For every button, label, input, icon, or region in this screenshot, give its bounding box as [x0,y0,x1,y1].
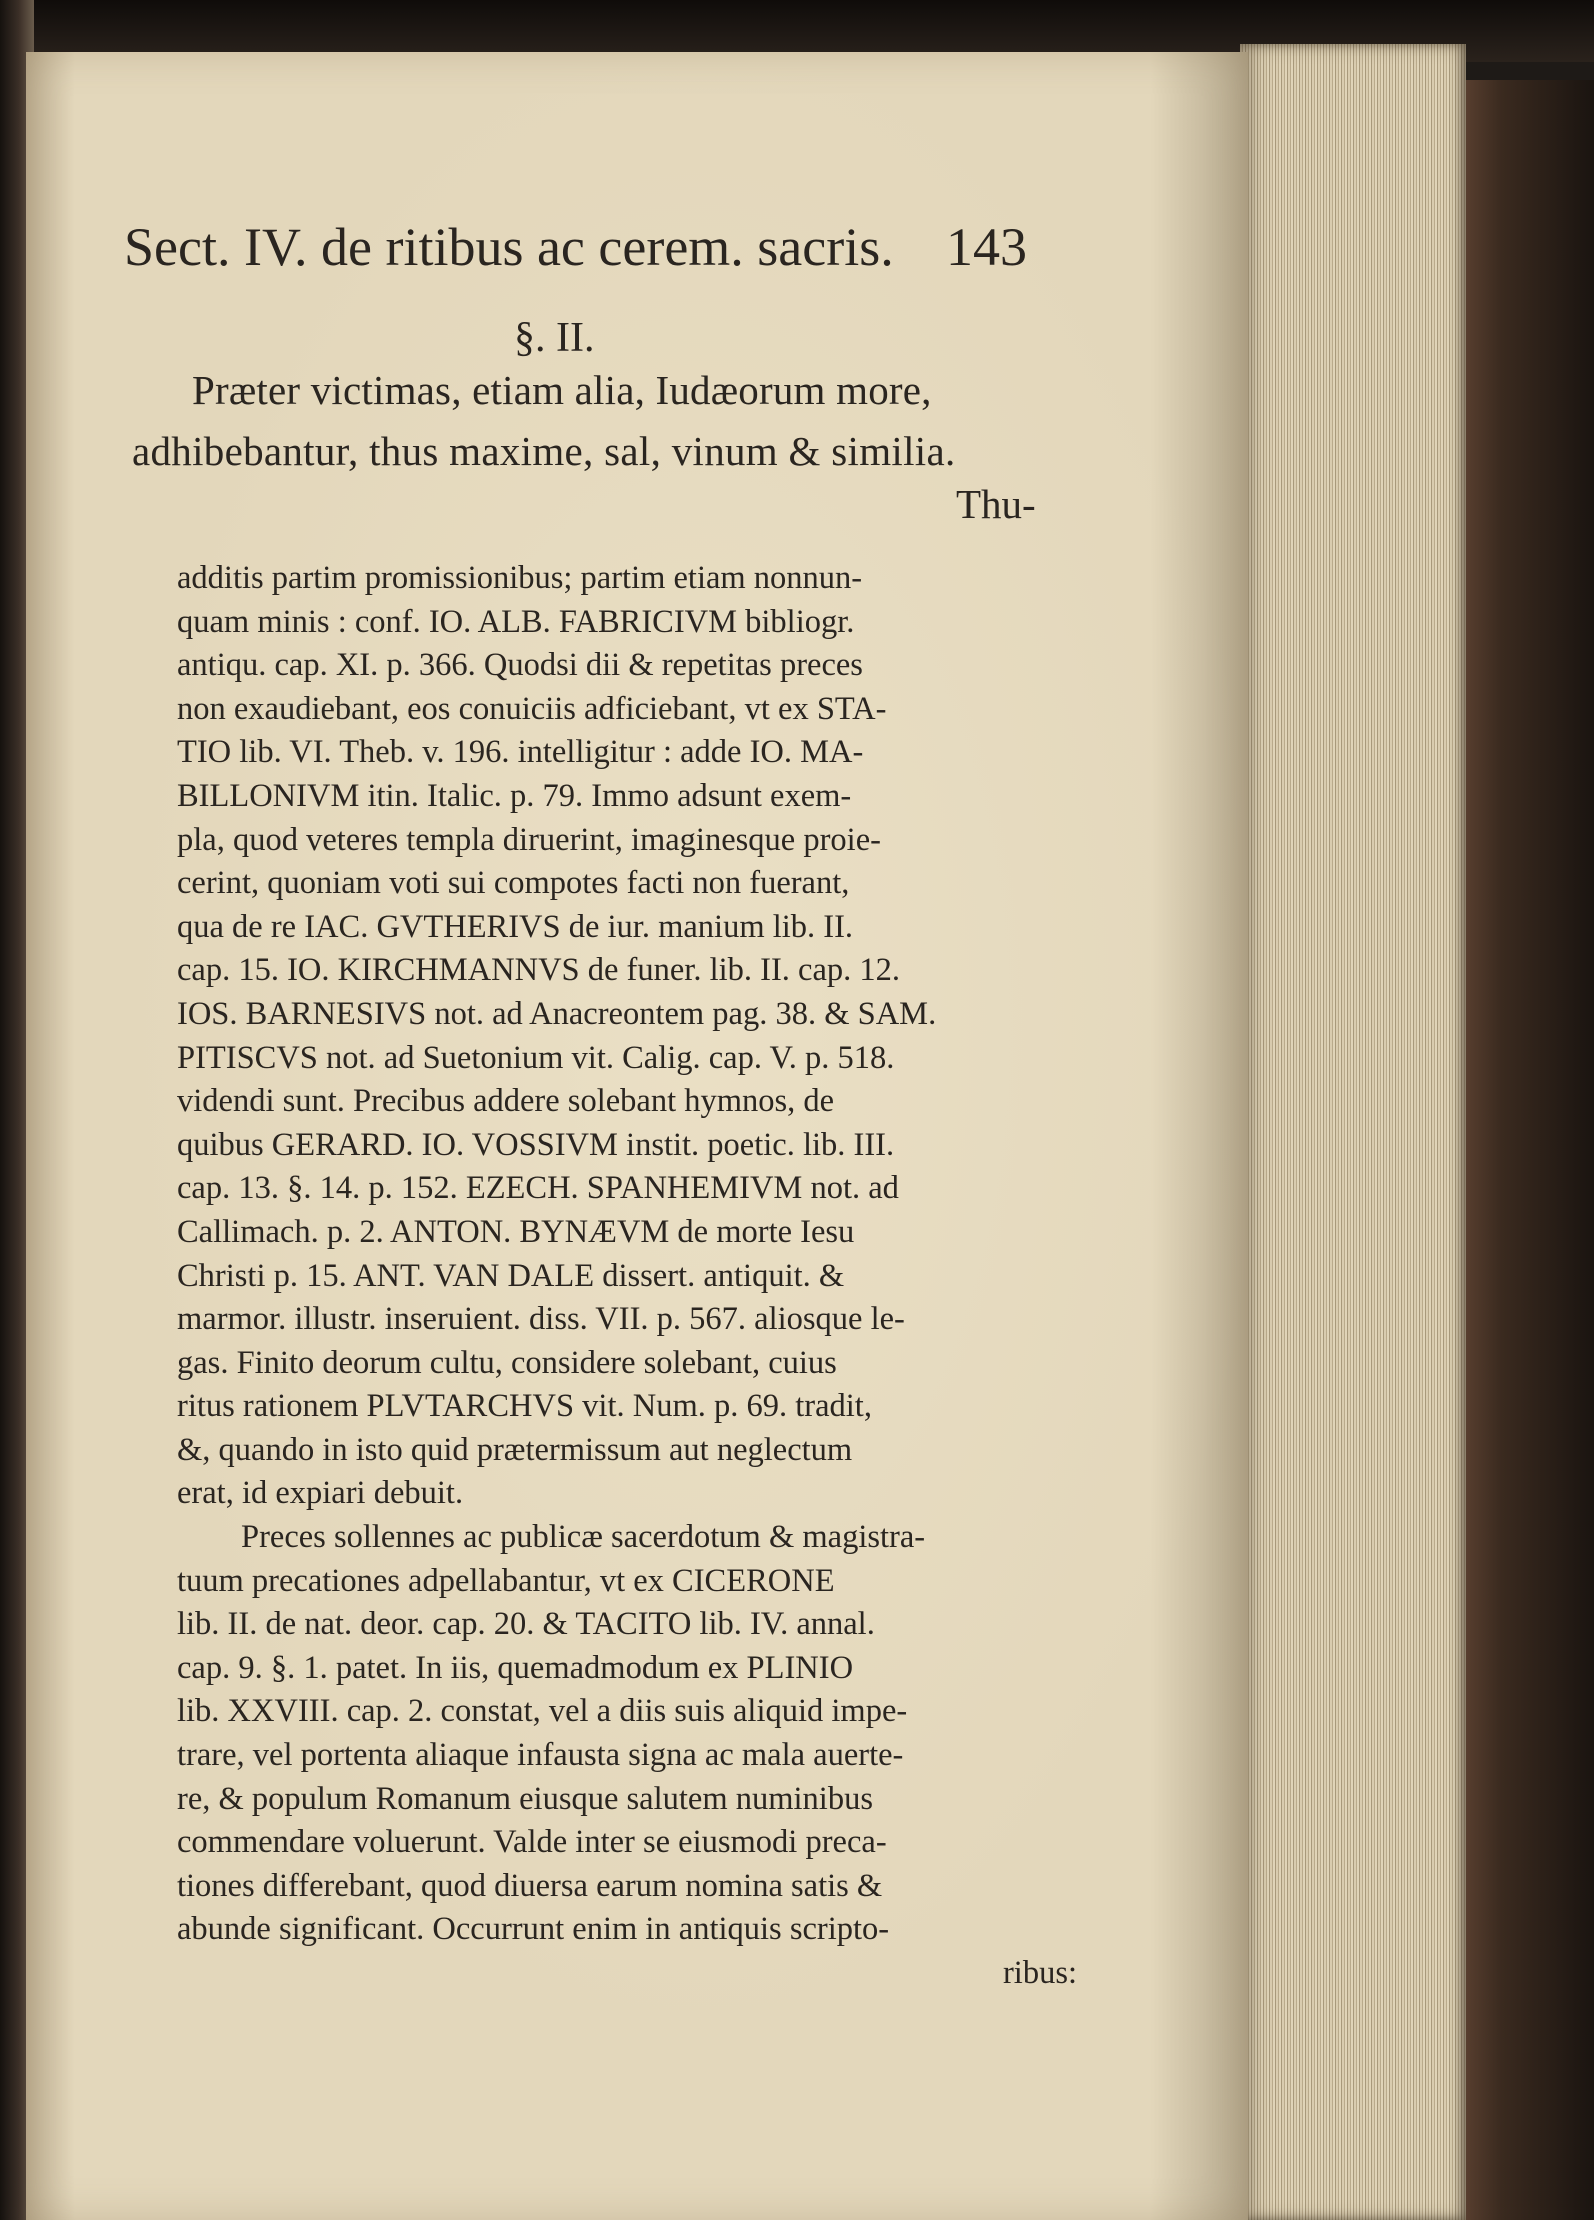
main-text [132,360,1090,482]
note-line: videndi sunt. Precibus addere solebant hymnos, de [177,1083,835,1120]
note-line: additis partim promissionibus; partim etiam nonnun- [177,560,863,596]
note-line: trare, vel portenta aliaque infausta signa ac mala auerte- [177,1737,904,1774]
note-line: tiones differebant, quod diuersa earum nomina satis & [177,1867,883,1904]
note-line: &, quando in isto quid prætermissum aut neglectum [177,1431,853,1468]
section-heading: §. II. [514,315,595,361]
note-line: PITISCVS not. ad Suetonium vit. Calig. cap. V. p. 518. [177,1039,895,1076]
catchword: Thu- [956,481,1036,527]
note-line: commendare voluerunt. Valde inter se eiusmodi preca- [177,1824,887,1861]
page-number: 143 [946,217,1027,277]
note-line: Preces sollennes ac publicæ sacerdotum & magistra- [241,1519,926,1556]
note-line: cerint, quoniam voti sui compotes facti non fuerant, [177,865,850,902]
note-line: TIO lib. VI. Theb. v. 196. intelligitur : adde IO. MA- [177,734,864,771]
note-line: Christi p. 15. ANT. VAN DALE dissert. antiquit. & [177,1257,845,1294]
note-line: Callimach. p. 2. ANTON. BYNÆVM de morte Iesu [177,1213,855,1250]
note-line: ritus rationem PLVTARCHVS vit. Num. p. 69. tradit, [177,1388,872,1425]
running-head: Sect. IV. de ritibus ac cerem. sacris. [124,217,894,277]
note-line: BILLONIVM itin. Italic. p. 79. Immo adsunt exem- [177,777,852,814]
book-cover-right [1462,80,1594,2220]
note-line: erat, id expiari debuit. [177,1475,464,1512]
note-line: quibus GERARD. IO. VOSSIVM instit. poetic. lib. III. [177,1126,895,1163]
note-line: pla, quod veteres templa diruerint, imaginesque proie- [177,821,881,858]
main-text-line: adhibebantur, thus maxime, sal, vinum & similia. [132,428,956,474]
note-line: lib. II. de nat. deor. cap. 20. & TACITO lib. IV. annal. [177,1606,875,1643]
note-line: IOS. BARNESIVS not. ad Anacreontem pag. 38. & SAM. [177,995,937,1032]
note-line: lib. XXVIII. cap. 2. constat, vel a diis suis aliquid impe- [177,1693,908,1730]
footnote-block [177,557,1077,1996]
note-line: gas. Finito deorum cultu, considere solebant, cuius [177,1344,837,1381]
page-block-edges [1240,44,1466,2220]
note-line: non exaudiebant, eos conuiciis adficiebant, vt ex STA- [177,690,887,727]
note-line: marmor. illustr. inseruient. diss. VII. p. 567. aliosque le- [177,1301,905,1338]
note-line: quam minis : conf. IO. ALB. FABRICIVM bibliogr. [177,603,855,640]
note-line: cap. 9. §. 1. patet. In iis, quemadmodum ex PLINIO [177,1649,854,1686]
note-line: cap. 13. §. 14. p. 152. EZECH. SPANHEMIVM not. ad [177,1170,899,1207]
note-line: qua de re IAC. GVTHERIVS de iur. manium lib. II. [177,908,854,945]
note-catchword: ribus: [1002,1955,1077,1991]
note-line: antiqu. cap. XI. p. 366. Quodsi dii & repetitas preces [177,647,863,684]
note-line: tuum precationes adpellabantur, vt ex CICERONE [177,1562,835,1599]
note-line: re, & populum Romanum eiusque salutem numinibus [177,1780,873,1817]
main-text-line: Præter victimas, etiam alia, Iudæorum more, [192,367,932,413]
book-page [26,52,1248,2220]
note-line: cap. 15. IO. KIRCHMANNVS de funer. lib. II. cap. 12. [177,952,900,989]
note-line: abunde significant. Occurrunt enim in antiquis scripto- [177,1911,890,1948]
